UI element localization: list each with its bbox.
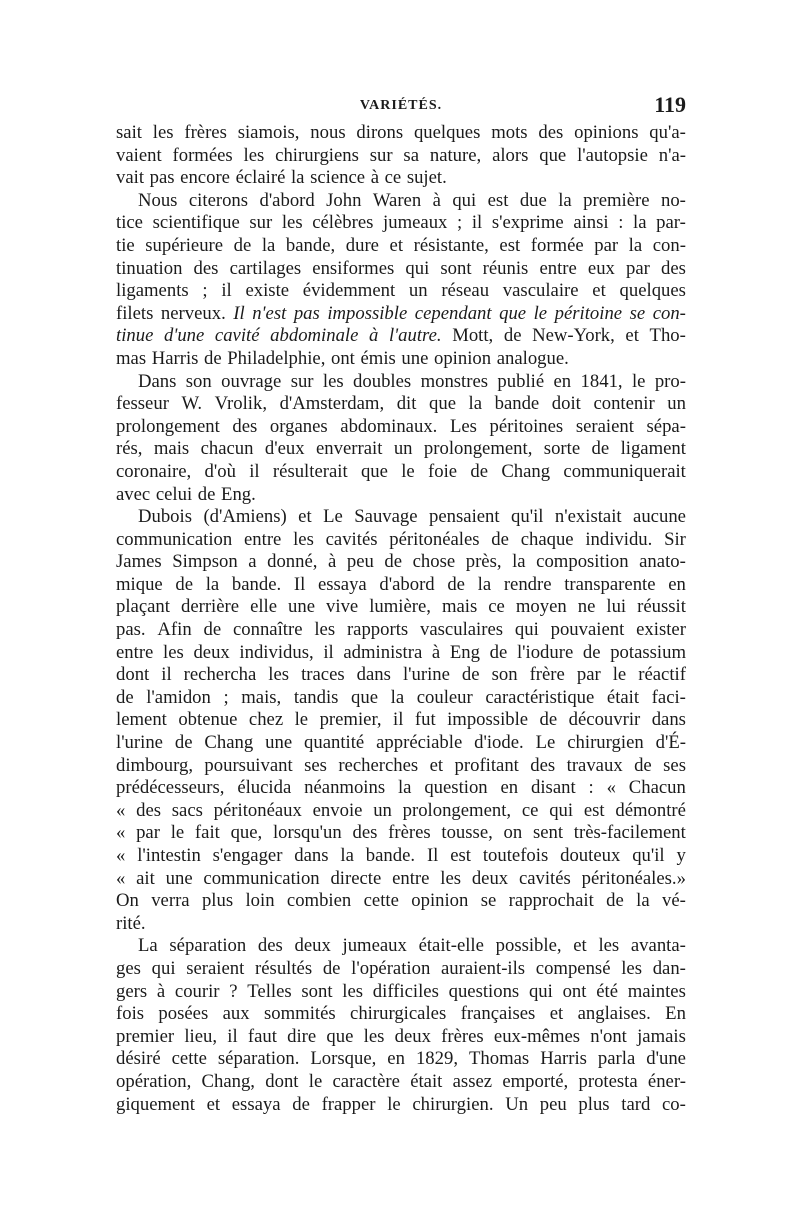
- text-line: mique de la bande. Il essaya d'abord de la rendre transparente en: [116, 573, 686, 595]
- text-line: Dans son ouvrage sur les doubles monstres publié en 1841, le pro-: [138, 370, 686, 392]
- text-line: dont il rechercha les traces dans l'urine de son frère par le réactif: [116, 664, 686, 686]
- book-page: [116, 92, 686, 1116]
- text-line: rité.: [116, 912, 146, 934]
- text-line: l'urine de Chang une quantité appréciable d'iode. Le chirurgien d'É-: [116, 732, 686, 754]
- text-line: ligaments ; il existe évidemment un réseau vasculaire et quelques: [116, 280, 686, 302]
- text-line: Nous citerons d'abord John Waren à qui est due la première no-: [138, 189, 686, 211]
- text-line: « par le fait que, lorsqu'un des frères tousse, on sent très-facilement: [116, 822, 686, 844]
- text-line: tinue d'une cavité abdominale à l'autre. Mott, de New-York, et Tho-: [116, 325, 686, 347]
- text-line: communication entre les cavités péritonéales de chaque individu. Sir: [116, 528, 686, 550]
- body-text: [116, 122, 686, 1116]
- text-line: vait pas encore éclairé la science à ce sujet.: [116, 167, 447, 189]
- text-line: plaçant derrière elle une vive lumière, mais ce moyen ne lui réussit: [116, 596, 686, 618]
- text-line: entre les deux individus, il administra à Eng de l'iodure de potassium: [116, 641, 686, 663]
- text-line: mas Harris de Philadelphie, ont émis une opinion analogue.: [116, 347, 569, 369]
- text-line: prolongement des organes abdominaux. Les péritoines seraient sépa-: [116, 415, 686, 437]
- text-line: rés, mais chacun d'eux enverrait un prolongement, sorte de ligament: [116, 438, 686, 460]
- text-line: tie supérieure de la bande, dure et résistante, est formée par la con-: [116, 234, 686, 256]
- text-line: avec celui de Eng.: [116, 483, 256, 505]
- text-line: de l'amidon ; mais, tandis que la couleur caractéristique était faci-: [116, 686, 686, 708]
- text-line: La séparation des deux jumeaux était-elle possible, et les avanta-: [138, 935, 686, 957]
- text-line: « ait une communication directe entre les deux cavités péritonéales.»: [116, 867, 686, 889]
- text-line: coronaire, d'où il résulterait que le foie de Chang communiquerait: [116, 460, 686, 482]
- text-line: désiré cette séparation. Lorsque, en 1829, Thomas Harris parla d'une: [116, 1048, 686, 1070]
- text-line: « l'intestin s'engager dans la bande. Il est toutefois douteux qu'il y: [116, 845, 686, 866]
- text-line: James Simpson a donné, à peu de chose près, la composition anato-: [116, 551, 686, 573]
- text-line: « des sacs péritonéaux envoie un prolongement, ce qui est démontré: [116, 799, 686, 821]
- text-line: gers à courir ? Telles sont les difficiles questions qui ont été maintes: [116, 980, 686, 1002]
- text-line: opération, Chang, dont le caractère était assez emporté, protesta éner-: [116, 1070, 686, 1092]
- text-line: ges qui seraient résultés de l'opération auraient-ils compensé les dan-: [116, 957, 686, 979]
- text-line: pas. Afin de connaître les rapports vasculaires qui pouvaient exister: [116, 619, 686, 641]
- text-line: sait les frères siamois, nous dirons quelques mots des opinions qu'a-: [116, 122, 686, 143]
- text-line: fois posées aux sommités chirurgicales françaises et anglaises. En: [116, 1003, 686, 1025]
- text-line: fesseur W. Vrolik, d'Amsterdam, dit que la bande doit contenir un: [116, 393, 686, 415]
- text-line: prédécesseurs, élucida néanmoins la question en disant : « Chacun: [116, 777, 686, 799]
- text-line: tinuation des cartilages ensiformes qui sont réunis entre eux par des: [116, 257, 686, 279]
- page-number: 119: [654, 92, 686, 117]
- text-line: On verra plus loin combien cette opinion se rapprochait de la vé-: [116, 890, 686, 912]
- text-line: filets nerveux. Il n'est pas impossible cependant que le péritoine se con-: [116, 302, 686, 324]
- running-head: [116, 92, 686, 122]
- text-line: dimbourg, poursuivant ses recherches et profitant des travaux de ses: [116, 754, 686, 776]
- text-line: Dubois (d'Amiens) et Le Sauvage pensaient qu'il n'existait aucune: [138, 506, 686, 528]
- text-line: premier lieu, il faut dire que les deux frères eux-mêmes n'ont jamais: [116, 1025, 686, 1047]
- text-line: giquement et essaya de frapper le chirurgien. Un peu plus tard co-: [116, 1093, 686, 1115]
- running-title: VARIÉTÉS.: [359, 98, 443, 113]
- text-line: tice scientifique sur les célèbres jumeaux ; il s'exprime ainsi : la par-: [116, 212, 686, 234]
- text-line: vaient formées les chirurgiens sur sa nature, alors que l'autopsie n'a-: [116, 144, 686, 166]
- text-line: lement obtenue chez le premier, il fut impossible de découvrir dans: [116, 709, 686, 731]
